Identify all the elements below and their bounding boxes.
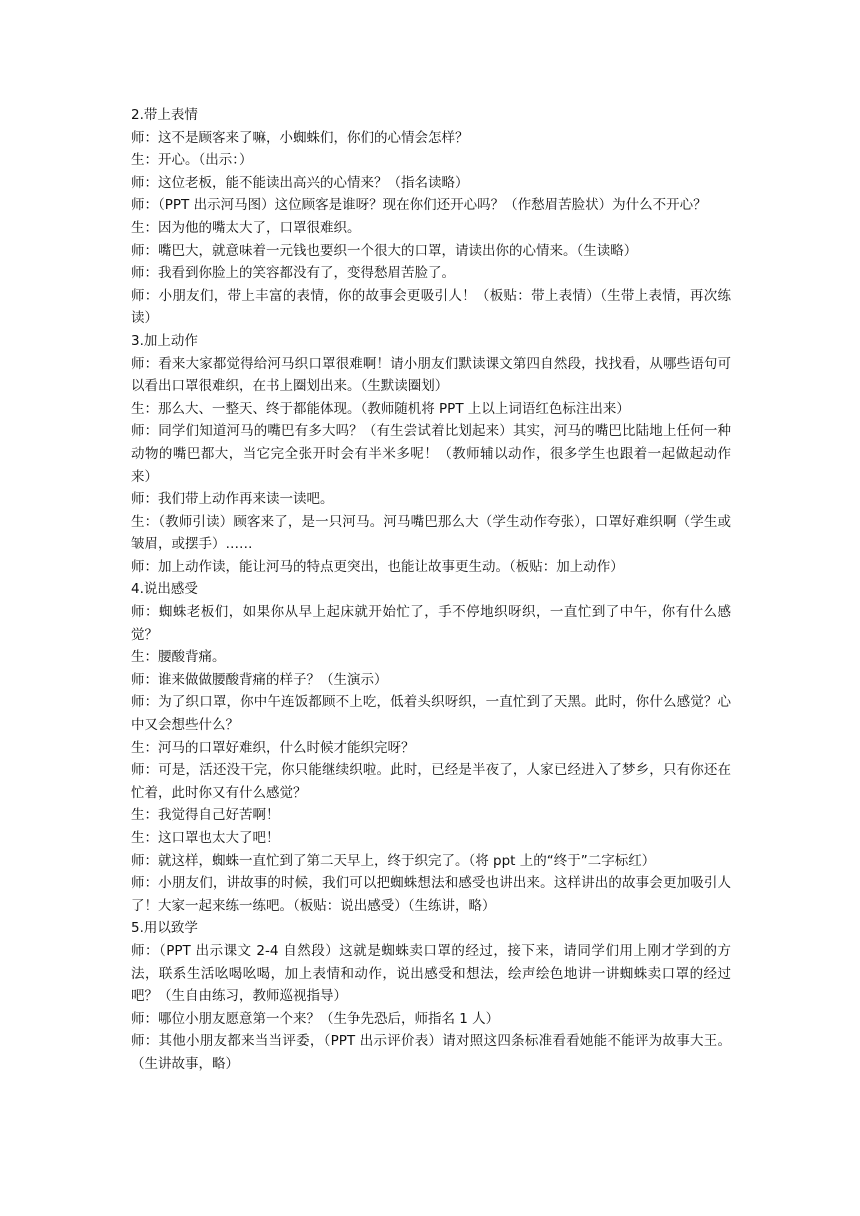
section-heading: 2.带上表情 [131,107,198,123]
paragraph: 生：腰酸背痛。 [131,649,226,666]
paragraph: 师：（PPT 出示课文 2-4 自然段）这就是蜘蛛卖口罩的经过，接下来，请同学们用上刚才学到的方法，联系生活吆喝吆喝，加上表情和动作，说出感受和想法，绘声绘色地讲一讲蜘蛛卖口罩的经过吧？（生自由练习，教师巡视指导） [131,942,731,1005]
paragraph: 师：我看到你脸上的笑容都没有了，变得愁眉苦脸了。 [131,265,455,282]
paragraph: 师：其他小朋友都来当当评委，（PPT 出示评价表）请对照这四条标准看看她能不能评为故事大王。（生讲故事，略） [131,1033,731,1072]
paragraph: 师：可是，活还没干完，你只能继续织啦。此时，已经是半夜了，人家已经进入了梦乡，只有你还在忙着，此时你又有什么感觉？ [131,762,731,801]
section-application [131,917,731,1075]
paragraph: 师：我们带上动作再来读一读吧。 [131,491,334,508]
paragraph: 生：因为他的嘴太大了，口罩很难织。 [131,219,361,236]
paragraph: 师：这位老板，能不能读出高兴的心情来？（指名读略） [131,174,469,191]
paragraph: 师：为了织口罩，你中午连饭都顾不上吃，低着头织呀织，一直忙到了天黑。此时，你什么感觉？心中又会想些什么？ [131,694,731,734]
section-expression [131,104,731,330]
paragraph: 师：谁来做做腰酸背痛的样子？（生演示） [131,671,388,688]
section-heading: 3.加上动作 [131,332,198,349]
paragraph: 师：同学们知道河马的嘴巴有多大吗？（有生尝试着比划起来）其实，河马的嘴巴比陆地上任何一种动物的嘴巴都大，当它完全张开时会有半米多呢！（教师辅以动作，很多学生也跟着一起做起动作来） [131,423,731,485]
paragraph: 生：那么大、一整天、终于都能体现。（教师随机将 PPT 上以上词语红色标注出来） [131,400,630,417]
section-heading: 4.说出感受 [131,581,198,598]
document-page [131,104,731,1076]
paragraph: 生：河马的口罩好难织，什么时候才能织完呀？ [131,739,415,756]
paragraph: 师：就这样，蜘蛛一直忙到了第二天早上，终于织完了。（将 ppt 上的“终于”二字标红） [131,852,656,869]
section-actions [131,330,731,579]
paragraph: 生：开心。（出示：） [131,152,253,169]
paragraph: 师：这不是顾客来了嘛，小蜘蛛们，你们的心情会怎样？ [131,129,469,146]
paragraph: 师：看来大家都觉得给河马织口罩很难啊！请小朋友们默读课文第四自然段，找找看，从哪些语句可以看出口罩很难织，在书上圈划出来。（生默读圈划） [131,355,731,395]
paragraph: 师：小朋友们，讲故事的时候，我们可以把蜘蛛想法和感受也讲出来。这样讲出的故事会更加吸引人了！大家一起来练一练吧。（板贴：说出感受）（生练讲，略） [131,875,731,914]
paragraph: 师：哪位小朋友愿意第一个来？（生争先恐后，师指名 1 人） [131,1010,500,1027]
paragraph: 师：加上动作读，能让河马的特点更突出，也能让故事更生动。（板贴：加上动作） [131,558,624,575]
section-feelings [131,578,731,917]
section-heading: 5.用以致学 [131,920,198,937]
paragraph: 师：（PPT 出示河马图）这位顾客是谁呀？现在你们还开心吗？（作愁眉苦脸状）为什么不开心？ [131,197,707,214]
paragraph: 生：我觉得自己好苦啊！ [131,807,280,824]
paragraph: 生：（教师引读）顾客来了，是一只河马。河马嘴巴那么大（学生动作夸张），口罩好难织啊（学生或皱眉，或摆手）…… [131,513,731,553]
paragraph: 师：嘴巴大，就意味着一元钱也要织一个很大的口罩，请读出你的心情来。（生读略） [131,242,638,259]
paragraph: 生：这口罩也太大了吧！ [131,830,280,846]
paragraph: 师：蜘蛛老板们，如果你从早上起床就开始忙了，手不停地织呀织，一直忙到了中午，你有什么感觉？ [131,604,731,643]
paragraph: 师：小朋友们，带上丰富的表情，你的故事会更吸引人！（板贴：带上表情）（生带上表情，再次练读） [131,287,731,327]
